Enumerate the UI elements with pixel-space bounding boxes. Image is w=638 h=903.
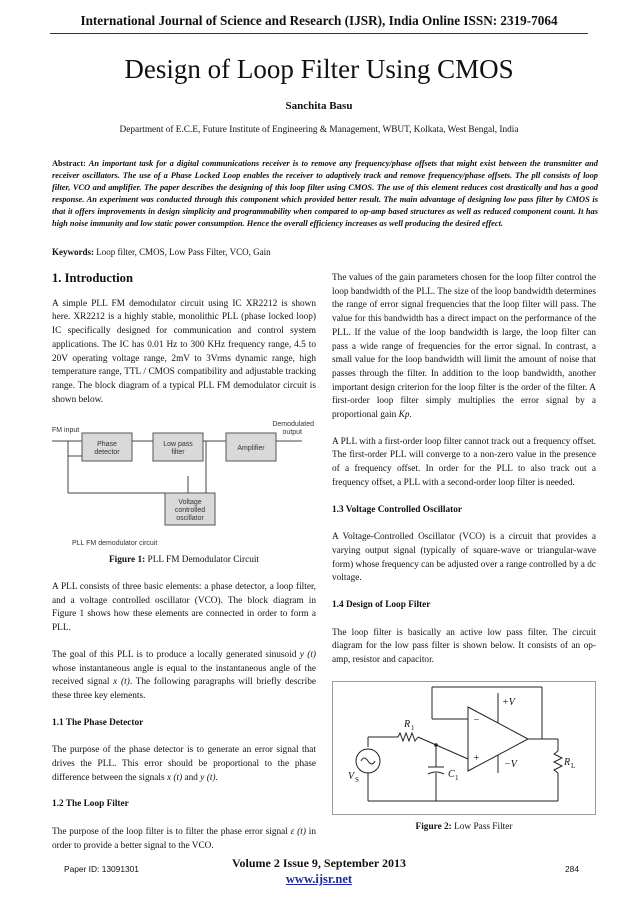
phase-and: and (182, 772, 201, 783)
figure-1-caption-label: Figure 1: (108, 555, 146, 566)
vco-paragraph: A Voltage-Controlled Oscillator (VCO) is a circuit that provides a varying output signal (typically of square-wave or triangular-wave form) whose frequency can be adjusted over a range controlled by a dc voltage. (332, 532, 596, 584)
section-heading-loop-filter: 1.2 The Loop Filter (52, 799, 129, 810)
gain-part-b: . (409, 410, 412, 421)
rl-label: R (564, 756, 571, 768)
loop-filter-paragraph (52, 826, 316, 853)
noninverting-input-sign: + (473, 752, 480, 764)
figure-2-circuit (332, 681, 596, 815)
amplifier-label: Amplifier (237, 445, 265, 453)
demod-output-label-2: output (282, 429, 302, 437)
vco-label-3: oscillator (176, 515, 204, 523)
figure-2-caption-text: Low Pass Filter (451, 821, 513, 832)
intro-paragraph-3 (52, 649, 316, 704)
abstract-label: Abstract: (52, 159, 86, 168)
rl-resistor (554, 751, 562, 773)
keywords-label: Keywords: (52, 247, 94, 257)
first-order-paragraph: A PLL with a first-order loop filter cannot track out a frequency offset. The first-order PLL will converge to a non-zero value in the presence of a frequency offset. In order for the PLL to also track out a frequency offset, a PLL with a second-order loop filter is needed. (332, 436, 596, 488)
phase-detector-label-2: detector (94, 449, 120, 457)
phase-detector-label-1: Phase (97, 441, 117, 449)
section-heading-phase-detector: 1.1 The Phase Detector (52, 717, 144, 728)
rl-subscript: L (571, 761, 576, 770)
journal-header: International Journal of Science and Research (IJSR), India Online ISSN: 2319-7064 (80, 13, 558, 28)
keywords (52, 247, 598, 257)
intro-p3-y: y (t) (299, 649, 317, 660)
plus-v-label: +V (502, 696, 515, 708)
footer-page-number: 284 (565, 864, 579, 874)
gain-part-a: The values of the gain parameters chosen for the loop filter control the loop bandwidth of the PLL. The size of the loop bandwidth determines the range of error signal frequencies that the loop filter will pass. The value for this bandwidth has a direct impact on the performance of the PLL. If the value of the loop bandwidth is large, the loop filter can pass a wide range of frequencies for the error signal. In contrast, a small value for the loop bandwidth will limit the amount of noise that passes through the filter. In addition to the loop bandwidth, another important design criterion for the loop filter is the order of the filter. A first-order loop filter simply multiplies the error signal by a proportional gain (332, 273, 596, 421)
phase-x: x (t) (166, 772, 183, 783)
author-name: Sanchita Basu (285, 100, 353, 112)
figure-1-caption-text: PLL FM Demodulator Circuit (145, 555, 260, 566)
loop-part-a: The purpose of the loop filter is to filter the phase error signal (52, 827, 291, 838)
phase-part-a: The purpose of the phase detector is to generate an error signal that drives the PLL. This error should be proportional to the phase difference between the signals (52, 745, 316, 783)
section-heading-design: 1.4 Design of Loop Filter (332, 600, 431, 611)
header-rule (50, 33, 588, 34)
low-pass-label-2: filter (171, 449, 185, 457)
figure-2-frame (333, 681, 596, 814)
intro-paragraph-2: A PLL consists of three basic elements: a phase detector, a loop filter, and a voltage controlled oscillator (VCO). The block diagram in Figure 1 shows how these elements are connected in order to form a PLL. (52, 582, 316, 634)
phase-y: y (t) (200, 772, 216, 783)
minus-v-label: −V (504, 758, 517, 770)
r1-subscript: 1 (411, 723, 415, 732)
section-heading-introduction: 1. Introduction (52, 271, 133, 285)
source-sine (361, 758, 375, 764)
figure-1-caption (52, 554, 316, 568)
r1-label: R (404, 718, 411, 730)
footer-url-link[interactable]: www.ijsr.net (285, 872, 353, 886)
gain-kp: Kp (398, 410, 410, 421)
demod-output-label-1: Demodulated (272, 421, 314, 429)
keywords-text: Loop filter, CMOS, Low Pass Filter, VCO, Gain (94, 247, 271, 257)
node-dot (434, 743, 438, 747)
c1-subscript: 1 (455, 773, 459, 782)
right-column (332, 272, 596, 848)
low-pass-label-1: Low pass (163, 441, 193, 449)
abstract (52, 158, 598, 231)
design-paragraph: The loop filter is basically an active low pass filter. The circuit diagram for the low pass filter is shown below. It consists of an op-amp, resistor and capacitor. (332, 627, 596, 666)
inverting-input-sign: − (473, 714, 480, 726)
figure-1-block-diagram (52, 420, 316, 548)
fm-input-label: FM input (52, 427, 80, 435)
vco-label-2: controlled (174, 507, 206, 515)
vs-subscript: S (355, 775, 359, 784)
figure-2-caption-label: Figure 2: (415, 821, 452, 832)
vs-label: V (348, 770, 355, 782)
vco-label-1: Voltage (178, 499, 202, 507)
author-affiliation: Department of E.C.E, Future Institute of Engineering & Management, WBUT, Kolkata, West Bengal, India (119, 125, 519, 135)
section-heading-vco: 1.3 Voltage Controlled Oscillator (332, 504, 462, 515)
intro-p3-part-a: The goal of this PLL is to produce a locally generated sinusoid (52, 649, 300, 660)
intro-p3-part-b: whose instantaneous angle is equal to the instantaneous angle of the received signal (52, 663, 316, 688)
r1-resistor (398, 733, 418, 741)
abstract-text: An important task for a digital communications receiver is to remove any frequency/phase offsets that might exist between the transmitter and receiver oscillators. The use of a Phase Locked Loop enables the receiver to adaptively track and remove frequency/phase offsets. The pll consists of loop filter, VCO and amplifier. The paper describes the designing of this loop filter using CMOS. The use of this element reduces cost drastically and has a good response. An experiment was conducted through this component which provided better result. The main advantage of designing low pass filter by CMOS is that it offers improvements in design simplicity and programmability when compared to op-amp based structures as well as reduced component count. It has high noise immunity and low static power consumption. Hence the overall efficiency increases as well producing the desired effect. (52, 159, 598, 229)
r1-to-plus-wire (418, 737, 468, 759)
figure-1-inner-caption: PLL FM demodulator circuit (72, 540, 158, 548)
loop-epsilon: ε (t) (290, 827, 306, 838)
left-column (52, 272, 316, 867)
gain-paragraph (332, 272, 596, 423)
paper-title: Design of Loop Filter Using CMOS (124, 54, 514, 84)
phase-end: . (215, 772, 218, 783)
intro-paragraph-1: A simple PLL FM demodulator circuit using IC XR2212 is shown here. XR2212 is a highly stable, monolithic PLL (phase locked loop) IC specifically designed for communication and control system applications. The IC has 0.01 Hz to 300 KHz frequency range, 4.5 to 20V operating voltage range, 2mV to 3Vrms dynamic range, high temperature range, TTL / CMOS compatibility and adjustable tracking range. The block diagram of a typical PLL FM demodulator circuit is shown below. (52, 298, 316, 405)
phase-detector-paragraph (52, 744, 316, 785)
c1-label: C (448, 768, 455, 780)
footer-issue: Volume 2 Issue 9, September 2013 (231, 856, 406, 870)
figure-2-caption (332, 821, 596, 835)
footer-paper-id: Paper ID: 13091301 (64, 864, 139, 874)
intro-p3-part-c: . The following paragraphs will briefly describe these three key elements. (52, 677, 316, 701)
intro-p3-x: x (t) (113, 677, 130, 688)
loop-part-b: in order to provide a better signal to the VCO. (52, 827, 316, 851)
